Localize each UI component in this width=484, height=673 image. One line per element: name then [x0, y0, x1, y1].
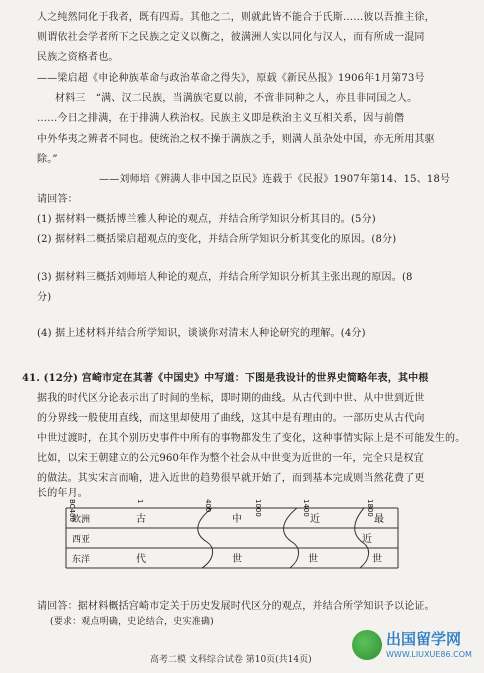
watermark-url: WWW.LIUXUE86.COM — [386, 650, 472, 659]
text-line: 长的年月。 — [37, 488, 88, 499]
text-line: 比如，以宋王朝建立的公元960年作为整个社会从中世变为近世的一年，完全只是权宜 — [37, 453, 424, 464]
era-label: 世 — [232, 554, 242, 565]
question-prompt: 请回答：据材料概括宫崎市定关于历史发展时代区分的观点，并结合所学知识予以论证。 — [37, 601, 435, 612]
row-label-west-asia: 西亚 — [72, 535, 91, 545]
row-label-europe: 欧洲 — [72, 515, 91, 525]
timeline-chart — [62, 488, 402, 586]
citation: ——梁启超《申论种族革命与政治革命之得失》，原载《新民丛报》1906年1月第73号 — [37, 73, 425, 84]
question-41: 41. (12分) 宫崎市定在其著《中国史》中写道：下图是我设计的世界史简略年表，其中根 — [22, 373, 429, 384]
era-label: 古 — [136, 514, 146, 525]
text-line: 的做法。其实宋言而喻，进入近世的趋势很早就开始了，而到基本完成则当然花费了更 — [37, 473, 425, 484]
year-tick: 1800 — [366, 499, 374, 517]
question-prompt: 请回答： — [37, 194, 78, 205]
era-label: 中 — [232, 514, 242, 525]
year-tick: 1 — [136, 499, 144, 504]
text-line: 中外华夷之辨者不同也。使统治之权不操于满族之手，则满人虽杂处中国，亦无所用其驱 — [37, 134, 435, 145]
text-line: 则谓依社会学者所下之民族之定义以衡之，彼满洲人实以同化与汉人，而有所成一混同 — [37, 32, 425, 43]
watermark — [352, 628, 478, 668]
era-label: 最 — [374, 514, 384, 525]
year-tick: 400 — [204, 499, 212, 513]
question-item: (1) 据材料一概括博兰雅人种论的观点，并结合所学知识分析其目的。(5分) — [37, 214, 376, 225]
era-label: 代 — [136, 554, 146, 565]
text-line: 的分界线一般使用直线，而这里却使用了曲线，这其中是有理由的。一部历史从古代向 — [37, 413, 425, 424]
text-line: 除。” — [37, 154, 58, 165]
year-tick: 1000 — [254, 499, 262, 517]
text-line: 人之纯然同化于我者，既有四焉。其他之二，则就此皆不能合于氏斯……彼以吾推主徐， — [37, 12, 435, 23]
question-item: (2) 据材料二概括梁启超观点的变化，并结合所学知识分析其变化的原因。(8分) — [37, 234, 397, 245]
year-tick: BC400 — [68, 499, 76, 522]
text-line: 民族之资格者也。 — [37, 52, 119, 63]
watermark-name: 出国留学网 — [386, 630, 462, 648]
era-label: 近 — [310, 514, 320, 525]
era-label: 近 — [362, 534, 372, 545]
year-tick: 1400 — [302, 499, 310, 517]
text-line: ……今日之排满，在于排满人秩治权。民族主义即是秩治主义互相关系，因与前僭 — [37, 113, 405, 124]
globe-icon — [352, 630, 382, 660]
question-item: (3) 据材料三概括刘师培人种论的观点，并结合所学知识分析其主张出现的原因。(8 — [37, 272, 413, 283]
question-requirements: (要求：观点明确，史论结合，史实准确) — [50, 617, 214, 627]
citation: ——刘师培《辨满人非中国之臣民》连载于《民报》1907年第14、15、18号 — [99, 174, 451, 185]
era-label: 世 — [372, 554, 382, 565]
material-three-heading: 材料三 “满、汉二民族，当满族宅夏以前，不啻非同种之人，亦且非同国之人。 — [55, 93, 418, 104]
text-line: 据我的时代区分论表示出了时间的坐标，即时期的曲线。从古代到中世、从中世到近世 — [37, 393, 425, 404]
text-line: 中世过渡时，在其个别历史事件中所有的事物都发生了变化，这种事情实际上是不可能发生的。 — [37, 433, 466, 444]
era-label: 世 — [308, 554, 318, 565]
question-item-wrap: 分) — [37, 292, 52, 303]
question-item: (4) 据上述材料并结合所学知识，谈谈你对清末人种论研究的理解。(4分) — [37, 328, 366, 339]
page-footer: 高考二模 文科综合试卷 第10页(共14页) — [150, 655, 312, 665]
row-label-east-asia: 东洋 — [72, 555, 91, 565]
